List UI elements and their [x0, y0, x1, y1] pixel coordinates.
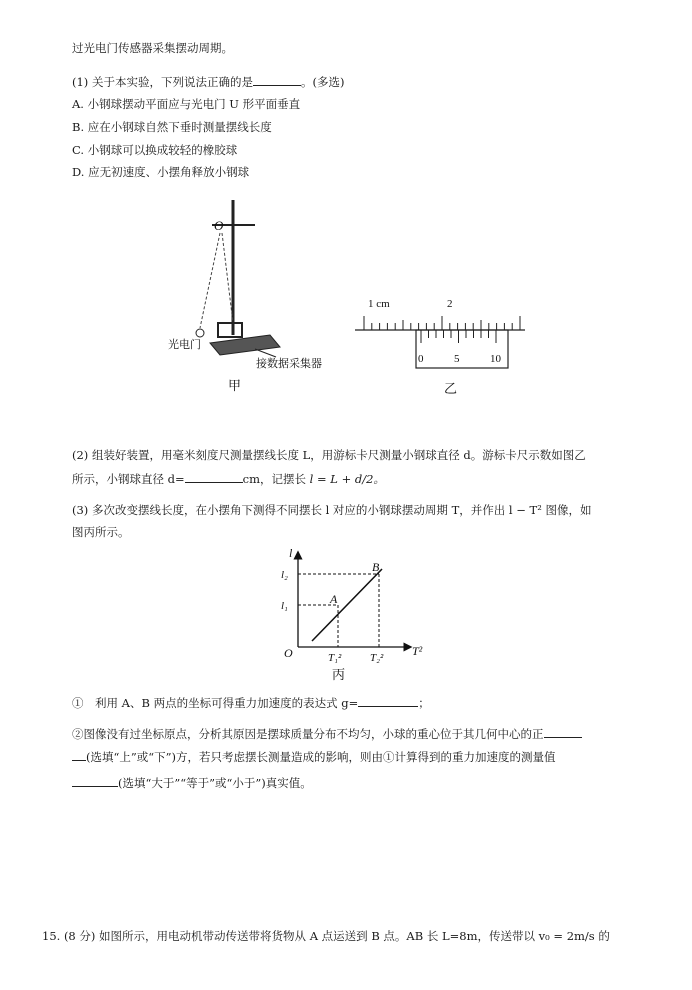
- tick-t1: T₁²: [328, 652, 342, 664]
- answer-blank-1[interactable]: [253, 73, 301, 86]
- s1-stem: ① 利用 A、B 两点的坐标可得重力加速度的表达式 g=: [72, 696, 359, 710]
- collector-label: 接数据采集器: [256, 358, 322, 370]
- point-a-label: A: [330, 592, 338, 606]
- option-a: A. 小钢球摆动平面应与光电门 U 形平面垂直: [72, 97, 301, 111]
- vernier-label-5: 5: [454, 353, 460, 365]
- tick-l1: l₁: [281, 600, 288, 612]
- caption-yi: 乙: [444, 381, 458, 396]
- s2-stem: ②图像没有过坐标原点，分析其原因是摆球质量分布不均匀，小球的重心位于其几何中心的正: [72, 727, 544, 741]
- cable: [255, 349, 276, 357]
- steel-ball: [196, 329, 204, 337]
- x-axis-label: T²: [412, 644, 423, 658]
- question-3-line1: (3) 多次改变摆线长度，在小摆角下测得不同摆长 l 对应的小钢球摆动周期 T，并作出 l − T² 图像，如: [72, 503, 592, 517]
- question-15: 15. (8 分) 如图所示，用电动机带动传送带将货物从 A 点运送到 B 点。AB 长 L=8m，传送带以 v₀ = 2m/s 的: [42, 929, 610, 943]
- question-2-line2: [72, 470, 385, 487]
- figure-yi: [350, 290, 530, 400]
- caption-jia: 甲: [228, 378, 242, 393]
- s2-middle: (选填“上”或“下”)方，若只考虑摆长测量造成的影响，则由①计算得到的重力加速度的测量值: [86, 750, 556, 764]
- q1-stem: (1) 关于本实验，下列说法正确的是: [72, 75, 253, 89]
- answer-blank-g[interactable]: [358, 694, 418, 707]
- pivot-label: O: [214, 218, 224, 233]
- main-label-1cm: 1 cm: [368, 298, 390, 310]
- pendulum-path: [222, 233, 233, 323]
- length-formula: l = L + d/2。: [309, 472, 385, 486]
- tick-l2: l₂: [281, 569, 288, 581]
- fit-line: [312, 569, 382, 641]
- photogate: [218, 323, 242, 337]
- sub-question-2-line1: [72, 725, 582, 742]
- q2-unit: cm，记摆长: [242, 472, 307, 486]
- sub-question-1: [72, 694, 430, 711]
- tick-t2: T₂²: [370, 652, 384, 664]
- vernier-label-0: 0: [418, 353, 424, 365]
- y-axis-label: l: [289, 546, 293, 560]
- intro-line: 过光电门传感器采集摆动周期。: [72, 41, 233, 55]
- answer-blank-d[interactable]: [185, 470, 243, 483]
- answer-blank-pos-b[interactable]: [72, 748, 86, 761]
- answer-blank-compare[interactable]: [72, 774, 118, 787]
- q1-tail: 。(多选): [300, 75, 345, 89]
- caption-bing: 丙: [332, 667, 346, 682]
- gate-label: 光电门: [168, 339, 201, 351]
- option-c: C. 小钢球可以换成较轻的橡胶球: [72, 143, 238, 157]
- point-b-label: B: [372, 560, 380, 574]
- question-2-line1: (2) 组装好装置，用毫米刻度尺测量摆线长度 L，用游标卡尺测量小钢球直径 d。游标卡尺示数如图乙: [72, 448, 586, 462]
- answer-blank-pos-a[interactable]: [544, 725, 582, 738]
- s2-tail: (选填“大于”“等于”或“小于”)真实值。: [118, 776, 312, 790]
- option-d: D. 应无初速度、小摆角释放小钢球: [72, 165, 250, 179]
- main-label-2: 2: [447, 298, 453, 310]
- origin-label: O: [284, 646, 293, 660]
- option-b: B. 应在小钢球自然下垂时测量摆线长度: [72, 120, 272, 134]
- s1-tail: ；: [418, 696, 430, 710]
- pendulum-string: [200, 233, 220, 328]
- q2-stem: 所示，小钢球直径 d=: [72, 472, 185, 486]
- vernier-scale-ticks: [421, 330, 496, 343]
- question-1: [72, 73, 344, 90]
- main-scale-ticks: [364, 316, 520, 330]
- sub-question-2-line3: [72, 774, 312, 791]
- vernier-label-10: 10: [490, 353, 501, 365]
- figure-bing: [270, 545, 440, 685]
- question-3-line2: 图丙所示。: [72, 525, 130, 539]
- sub-question-2-line2: [72, 748, 556, 765]
